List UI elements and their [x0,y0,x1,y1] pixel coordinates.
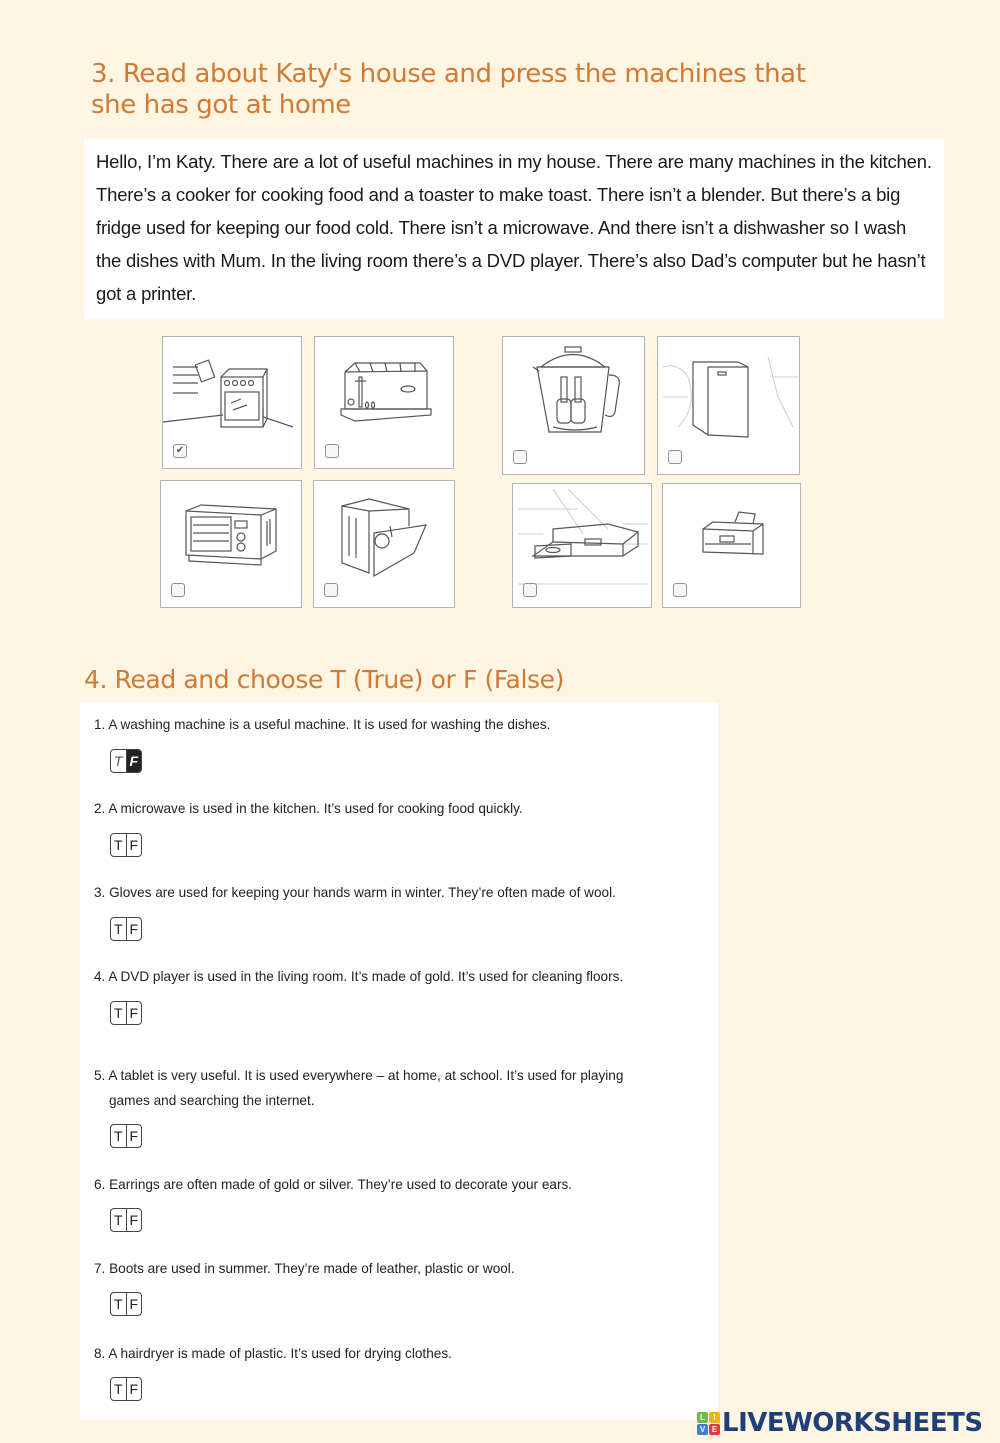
logo-cube-e: E [709,1424,720,1435]
logo-cube-l: L [697,1412,708,1423]
true-option-5[interactable]: T [111,1125,127,1147]
logo-cube-v: V [697,1424,708,1435]
liveworksheets-logo[interactable] [697,1408,983,1438]
checkbox-microwave[interactable] [171,583,185,597]
machine-card-dishwasher[interactable] [313,480,455,608]
katy-story-text: Hello, I’m Katy. There are a lot of useful machines in my house. There are many machines in the kitchen. There’s a cooker for cooking food and a toaster to make toast. There isn’t a blender. But there’s a big fridge used for keeping our food cold. There isn’t a microwave. And there isn’t a dishwasher so I wash the dishes with Mum. In the living room there’s a DVD player. There’s also Dad’s computer but he hasn’t got a printer. [84,139,944,319]
true-option-7[interactable]: T [111,1293,127,1315]
machine-card-cooker[interactable] [162,336,302,469]
machine-card-dvd-player[interactable] [512,483,652,608]
checkbox-toaster[interactable] [325,444,339,458]
checkbox-blender[interactable] [513,450,527,464]
logo-cubes-icon [697,1412,720,1435]
false-option-7[interactable]: F [129,1296,139,1312]
machine-card-toaster[interactable] [314,336,454,469]
question-5 [94,1063,704,1113]
tf-toggle-3[interactable] [110,917,142,941]
question-6: 6. Earrings are often made of gold or silver. They’re used to decorate your ears. [94,1177,573,1192]
false-option-5[interactable]: F [129,1128,139,1144]
false-option-2[interactable]: F [129,837,139,853]
false-option-3[interactable]: F [129,921,139,937]
question-7: 7. Boots are used in summer. They’re made of leather, plastic or wool. [94,1261,515,1276]
tf-toggle-2[interactable] [110,833,142,857]
true-option-3[interactable]: T [111,918,127,940]
question-2: 2. A microwave is used in the kitchen. It’s used for cooking food quickly. [94,801,523,816]
machine-card-blender[interactable] [502,336,645,475]
false-option-6[interactable]: F [129,1212,139,1228]
tf-toggle-5[interactable] [110,1124,142,1148]
true-option-4[interactable]: T [111,1002,127,1024]
tf-toggle-1[interactable] [110,749,142,773]
checkbox-printer[interactable] [673,583,687,597]
machine-card-microwave[interactable] [160,480,302,608]
logo-cube-i: I [709,1412,720,1423]
machine-card-printer[interactable] [662,483,801,608]
true-option-1[interactable]: T [111,750,127,772]
true-option-6[interactable]: T [111,1209,127,1231]
question-1: 1. A washing machine is a useful machine. It is used for washing the dishes. [94,717,551,732]
checkbox-fridge[interactable] [668,450,682,464]
section-3-heading: 3. Read about Katy's house and press the machines that she has got at home [91,59,806,121]
true-option-2[interactable]: T [111,834,127,856]
tf-toggle-8[interactable] [110,1377,142,1401]
checkbox-dishwasher[interactable] [324,583,338,597]
question-4: 4. A DVD player is used in the living room. It’s made of gold. It’s used for cleaning floors. [94,969,624,984]
false-option-1[interactable]: F [127,750,142,772]
section-4-heading: 4. Read and choose T (True) or F (False) [84,664,564,694]
false-option-8[interactable]: F [129,1381,139,1397]
question-5-line-1: 5. A tablet is very useful. It is used everywhere – at home, at school. It’s used for playing [94,1068,624,1083]
checkbox-dvd-player[interactable] [523,583,537,597]
tf-toggle-4[interactable] [110,1001,142,1025]
logo-text: LIVEWORKSHEETS [722,1408,983,1438]
checkbox-cooker[interactable]: ✔ [173,444,187,458]
true-option-8[interactable]: T [111,1378,127,1400]
machine-card-fridge[interactable] [657,336,800,475]
question-5-line-2: games and searching the internet. [109,1093,315,1108]
question-3: 3. Gloves are used for keeping your hands warm in winter. They’re often made of wool. [94,885,616,900]
tf-toggle-7[interactable] [110,1292,142,1316]
false-option-4[interactable]: F [129,1005,139,1021]
true-false-panel [80,702,718,1420]
tf-toggle-6[interactable] [110,1208,142,1232]
question-8: 8. A hairdryer is made of plastic. It’s used for drying clothes. [94,1346,452,1361]
